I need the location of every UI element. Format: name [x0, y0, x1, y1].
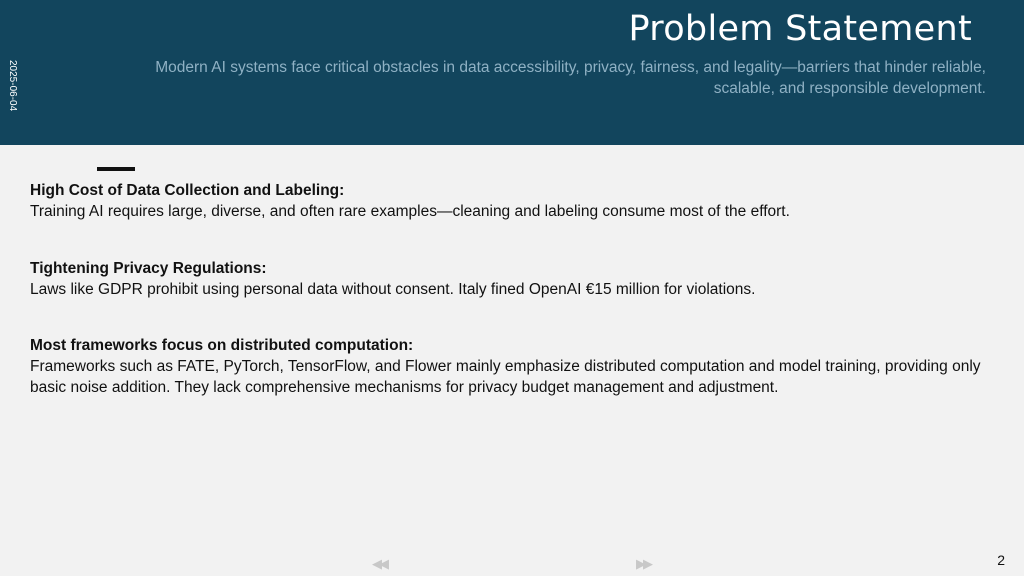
slide-title: Problem Statement: [628, 9, 972, 49]
point-frameworks: [30, 335, 990, 398]
point-heading: High Cost of Data Collection and Labeling:: [30, 182, 345, 199]
point-body: Training AI requires large, diverse, and often rare examples—cleaning and labeling consume most of the effort.: [30, 203, 790, 220]
point-body: Frameworks such as FATE, PyTorch, TensorFlow, and Flower mainly emphasize distributed computation and model training, providing only basic noise addition. They lack comprehensive mechanisms for privacy budget management and adjustment.: [30, 358, 981, 396]
double-right-arrow-icon[interactable]: ▶▶: [636, 556, 650, 571]
point-body: Laws like GDPR prohibit using personal data without consent. Italy fined OpenAI €15 million for violations.: [30, 281, 756, 298]
date-text: 2025-06-04: [7, 60, 18, 112]
double-left-arrow-icon[interactable]: ◀◀: [372, 556, 386, 571]
point-data-cost: [30, 180, 990, 222]
point-heading: Tightening Privacy Regulations:: [30, 260, 267, 277]
header-band: [0, 0, 1024, 145]
slide-subtitle: Modern AI systems face critical obstacles in data accessibility, privacy, fairness, and legality—barriers that hinder reliable, scalable, and responsible development.: [155, 59, 986, 97]
point-privacy-regulations: [30, 258, 990, 300]
page-number: 2: [997, 552, 1005, 568]
accent-bar: [97, 167, 135, 171]
point-heading: Most frameworks focus on distributed computation:: [30, 337, 414, 354]
